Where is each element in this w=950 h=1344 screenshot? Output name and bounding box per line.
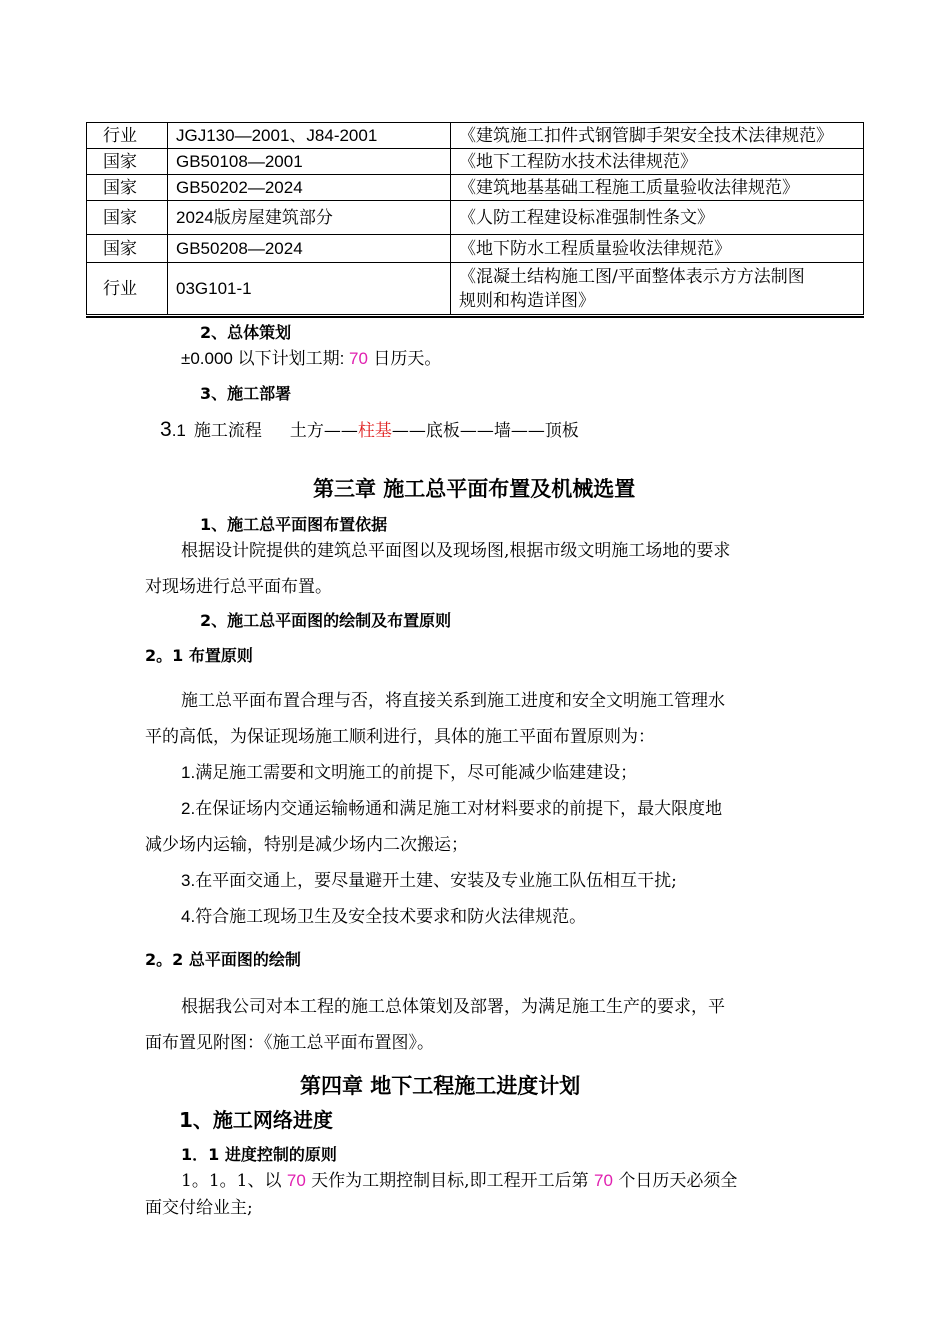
heading-plan-drawing: 2。2 总平面图的绘制 xyxy=(145,950,301,969)
table-bottom-rule xyxy=(86,316,864,318)
para-plan-drawing-line2: 面布置见附图：《施工总平面布置图》。 xyxy=(145,1033,434,1053)
level-cell: 国家 xyxy=(87,149,168,175)
flow-number-major: 3 xyxy=(160,418,172,441)
period-prefix: ±0.000 以下计划工期: xyxy=(181,349,350,368)
text-run: 1。1。1、以 xyxy=(181,1171,287,1191)
title-cell: 《地下工程防水技术法律规范》 xyxy=(451,149,864,175)
table-row xyxy=(87,123,864,149)
principle-item-3 xyxy=(181,866,677,891)
code-cell: 03G101-1 xyxy=(168,263,451,315)
text-run: 天作为工期控制目标,即工程开工后第 xyxy=(305,1171,594,1191)
item-number: 2. xyxy=(181,799,196,818)
title-cell: 《建筑地基基础工程施工质量验收法律规范》 xyxy=(451,175,864,201)
flow-step-rest: ——底板——墙——顶板 xyxy=(391,421,579,441)
planned-period xyxy=(181,344,441,369)
title-cell: 《建筑施工扣件式钢管脚手架安全技术法律规范》 xyxy=(451,123,864,149)
table-row xyxy=(87,201,864,235)
item-number: 4. xyxy=(181,907,196,926)
item-text: 在平面交通上，要尽量避开土建、安装及专业施工队伍相互干扰; xyxy=(195,871,677,891)
level-cell: 行业 xyxy=(87,263,168,315)
title-line-1: 《混凝土结构施工图/平面整体表示方方法制图 xyxy=(459,266,805,287)
days-highlight: 70 xyxy=(286,1171,306,1190)
para-layout-basis-line2: 对现场进行总平面布置。 xyxy=(145,577,332,597)
para-principles-line2: 平的高低，为保证现场施工顺利进行，具体的施工平面布置原则为： xyxy=(145,727,655,747)
principle-item-2 xyxy=(181,794,722,819)
level-cell: 行业 xyxy=(87,123,168,149)
heading-layout-basis: 1、施工总平面图布置依据 xyxy=(200,515,388,534)
para-principles-line1: 施工总平面布置合理与否，将直接关系到施工进度和安全文明施工管理水 xyxy=(181,691,725,711)
code-cell: 2024版房屋建筑部分 xyxy=(168,201,451,235)
table-row xyxy=(87,263,864,315)
section-heading-deployment: 3、施工部署 xyxy=(200,384,292,403)
construction-flow xyxy=(160,416,579,442)
principle-item-4 xyxy=(181,902,586,927)
chapter-4-title: 第四章 地下工程施工进度计划 xyxy=(300,1074,581,1098)
title-cell: 《地下防水工程质量验收法律规范》 xyxy=(451,235,864,263)
principle-item-1 xyxy=(181,758,637,783)
days-highlight: 70 xyxy=(594,1171,613,1190)
item-number: 3. xyxy=(181,871,196,890)
principle-item-2-cont: 减少场内运输，特别是减少场内二次搬运； xyxy=(145,835,468,855)
period-days: 70 xyxy=(349,349,368,368)
code-cell: GB50108—2001 xyxy=(168,149,451,175)
item-number: 1. xyxy=(181,763,196,782)
code-cell: JGJ130—2001、J84-2001 xyxy=(168,123,451,149)
flow-step-column-base: 柱基 xyxy=(357,421,392,441)
para-schedule-line2: 面交付给业主; xyxy=(145,1198,253,1218)
title-line-2: 规则和构造详图》 xyxy=(459,290,595,311)
title-cell: 《人防工程建设标准强制性条文》 xyxy=(451,201,864,235)
standards-table xyxy=(86,122,864,315)
section-heading-overall-plan: 2、总体策划 xyxy=(200,323,292,342)
table-row xyxy=(87,235,864,263)
period-suffix: 日历天。 xyxy=(367,349,442,369)
code-cell: GB50208—2024 xyxy=(168,235,451,263)
flow-label: 施工流程 xyxy=(193,421,262,441)
para-plan-drawing-line1: 根据我公司对本工程的施工总体策划及部署，为满足施工生产的要求，平 xyxy=(181,997,725,1017)
heading-layout-principles: 2。1 布置原则 xyxy=(145,646,253,665)
level-cell: 国家 xyxy=(87,175,168,201)
heading-network-schedule: 1、施工网络进度 xyxy=(179,1108,333,1132)
table-row xyxy=(87,175,864,201)
para-layout-basis-line1: 根据设计院提供的建筑总平面图以及现场图,根据市级文明施工场地的要求 xyxy=(181,541,731,561)
heading-schedule-principles: 1．1 进度控制的原则 xyxy=(181,1145,337,1164)
level-cell: 国家 xyxy=(87,235,168,263)
heading-drawing-principles: 2、施工总平面图的绘制及布置原则 xyxy=(200,611,452,630)
text-run: 个日历天必须全 xyxy=(612,1171,738,1191)
item-text: 符合施工现场卫生及安全技术要求和防火法律规范。 xyxy=(195,907,587,927)
flow-step-earthwork: 土方—— xyxy=(289,421,358,441)
code-cell: GB50202—2024 xyxy=(168,175,451,201)
chapter-3-title: 第三章 施工总平面布置及机械选置 xyxy=(313,477,636,501)
title-cell xyxy=(451,263,864,315)
table-row xyxy=(87,149,864,175)
para-schedule-line1 xyxy=(181,1166,737,1191)
item-text: 满足施工需要和文明施工的前提下，尽可能减少临建建设； xyxy=(195,763,638,783)
level-cell: 国家 xyxy=(87,201,168,235)
flow-number-minor: .1 xyxy=(171,421,186,440)
item-text: 在保证场内交通运输畅通和满足施工对材料要求的前提下，最大限度地 xyxy=(195,799,723,819)
